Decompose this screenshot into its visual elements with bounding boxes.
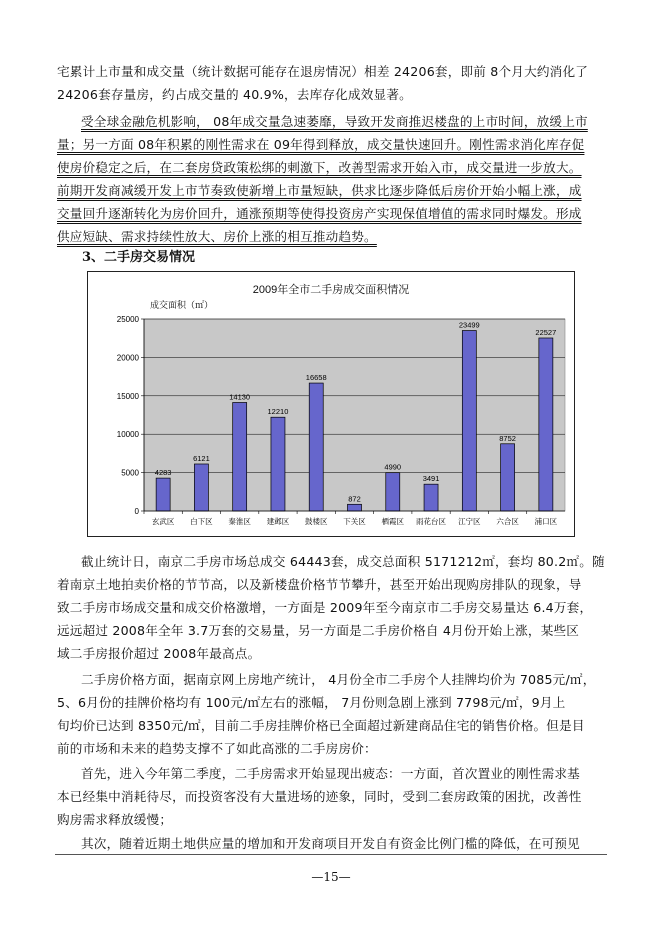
bar [386,473,400,511]
text-line: 使房价稳定之后，在二套房贷政策松绑的刺激下，改善型需求开始入市，成交量进一步放大。 [57,160,582,175]
text-line: 着南京土地拍卖价格的节节高，以及新楼盘价格节节攀升，甚至开始出现购房排队的现象，导 [57,577,582,592]
data-label: 12210 [267,407,289,417]
y-tick-label: 5000 [121,468,139,478]
y-tick-label: 15000 [116,391,139,401]
text-line: 24206套存量房，约占成交量的 40.9%，去库存化成效显著。 [57,87,412,102]
text-line: 前期开发商减缓开发上市节奏致使新增上市量短缺，供求比逐步降低后房价开始小幅上涨，成 [57,183,582,198]
paragraph-stock-digestion [57,60,607,106]
text-line: 购房需求释放缓慢； [57,812,173,827]
data-label: 4990 [384,462,402,472]
text-line: 交量回升逐渐转化为房价回升，通涨预期等使得投资房产实现保值增值的需求同时爆发。形成 [57,206,582,221]
paragraph-first-reason [57,762,607,831]
paragraph-secondhand-volume [57,550,607,665]
section-heading: 3、二手房交易情况 [82,250,196,265]
data-label: 23499 [458,320,480,330]
text-line: 量；另一方面 08年积累的刚性需求在 09年得到释放，成交量快速回升。刚性需求消化库存促 [57,137,585,152]
paragraph-secondhand-price [57,668,607,760]
x-tick-label: 鼓楼区 [304,517,328,526]
x-tick-label: 雨花台区 [416,517,447,526]
text-line: 旬均价已达到 8350元/㎡，目前二手房挂牌价格已全面超过新建商品住宅的销售价格。但是目 [57,718,585,733]
chart-title: 2009年全市二手房成交面积情况 [252,284,410,296]
bar [462,331,476,511]
footer-rule [55,854,607,855]
x-tick-label: 六合区 [496,517,519,526]
x-tick-label: 玄武区 [151,517,175,526]
y-axis-label: 成交面积（㎡） [150,300,214,310]
bar [424,484,438,511]
page-number: —15— [311,870,351,884]
x-tick-label: 浦口区 [534,517,558,526]
x-tick-label: 下关区 [343,517,366,526]
area-bar-chart [87,271,575,537]
bar [501,444,515,511]
y-tick-label: 0 [134,507,139,516]
paragraph-second-reason [57,832,607,855]
data-label: 8752 [499,433,516,443]
data-label: 22527 [535,327,557,337]
text-line: 本已经集中消耗待尽，而投资客没有大量进场的迹象，同时，受到二套房政策的困扰，改善性 [57,789,582,804]
text-line: 致二手房市场成交量和成交价格激增，一方面是 2009年至今南京市二手房交易量达 6.4万套， [57,600,593,615]
y-tick-label: 20000 [116,353,139,363]
bar [233,402,247,511]
bar [309,383,323,511]
chart-svg [88,272,574,536]
bar [194,464,208,511]
data-label: 3491 [422,474,440,484]
paragraph-market-analysis [57,110,607,248]
text-line: 宅累计上市量和成交量（统计数据可能存在退房情况）相差 24206套，即前 8个月大约消化了 [57,64,589,79]
data-label: 872 [348,494,361,504]
x-tick-label: 建邺区 [266,517,290,526]
data-label: 16658 [305,373,327,383]
text-line: 首先，进入今年第二季度，二手房需求开始显现出疲态：一方面，首次置业的刚性需求基 [81,766,580,781]
text-line: 远远超过 2008年全年 3.7万套的交易量，另一方面是二手房价格自 4月份开始上涨，某些区 [57,623,580,638]
x-tick-label: 秦淮区 [228,517,251,526]
data-label: 14130 [229,392,251,402]
text-line: 前的市场和未来的趋势支撑不了如此高涨的二手房房价： [57,741,377,756]
data-label: 6121 [193,453,210,463]
text-line: 截止统计日，南京二手房市场总成交 64443套，成交总面积 5171212㎡，套均 80.2㎡。随 [81,554,605,569]
x-tick-label: 江宁区 [458,517,481,526]
bar [271,417,285,511]
text-line: 二手房价格方面，据南京网上房地产统计， 4月份全市二手房个人挂牌均价为 7085元/㎡， [81,672,596,687]
text-line: 5、6月份的挂牌价格均有 100元/㎡左右的涨幅， 7月份则急剧上涨到 7798元/㎡，9月上 [57,695,566,710]
text-line: 其次，随着近期土地供应量的增加和开发商项目开发自有资金比例门槛的降低，在可预见 [81,836,580,851]
bar [156,478,170,511]
bar [539,338,553,511]
text-line: 受全球金融危机影响， 08年成交量急速萎靡，导致开发商推迟楼盘的上市时间，放缓上市 [81,114,588,129]
x-tick-label: 白下区 [190,517,213,526]
text-line: 域二手房报价超过 2008年最高点。 [57,646,261,661]
text-line: 供应短缺、需求持续性放大、房价上涨的相互推动趋势。 [57,229,377,244]
y-tick-label: 10000 [116,430,139,440]
x-tick-label: 栖霞区 [381,517,405,526]
data-label: 4283 [154,468,172,478]
bar [348,504,362,511]
y-tick-label: 25000 [116,315,139,324]
